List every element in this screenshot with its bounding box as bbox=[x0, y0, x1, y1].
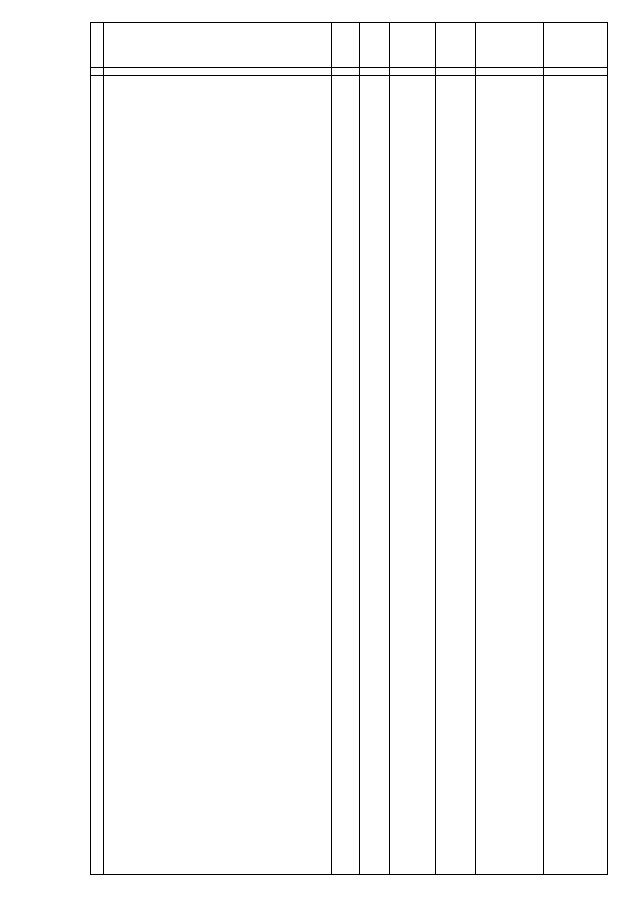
col-line-7 bbox=[543, 23, 544, 874]
budget-table bbox=[90, 22, 608, 875]
header-bottom-line bbox=[91, 67, 607, 68]
col-line-5 bbox=[435, 23, 436, 874]
numbering-bottom-line bbox=[91, 75, 607, 76]
col-line-6 bbox=[475, 23, 476, 874]
col-line-1 bbox=[103, 23, 104, 874]
col-line-4 bbox=[389, 23, 390, 874]
col-line-2 bbox=[331, 23, 332, 874]
col-line-3 bbox=[359, 23, 360, 874]
